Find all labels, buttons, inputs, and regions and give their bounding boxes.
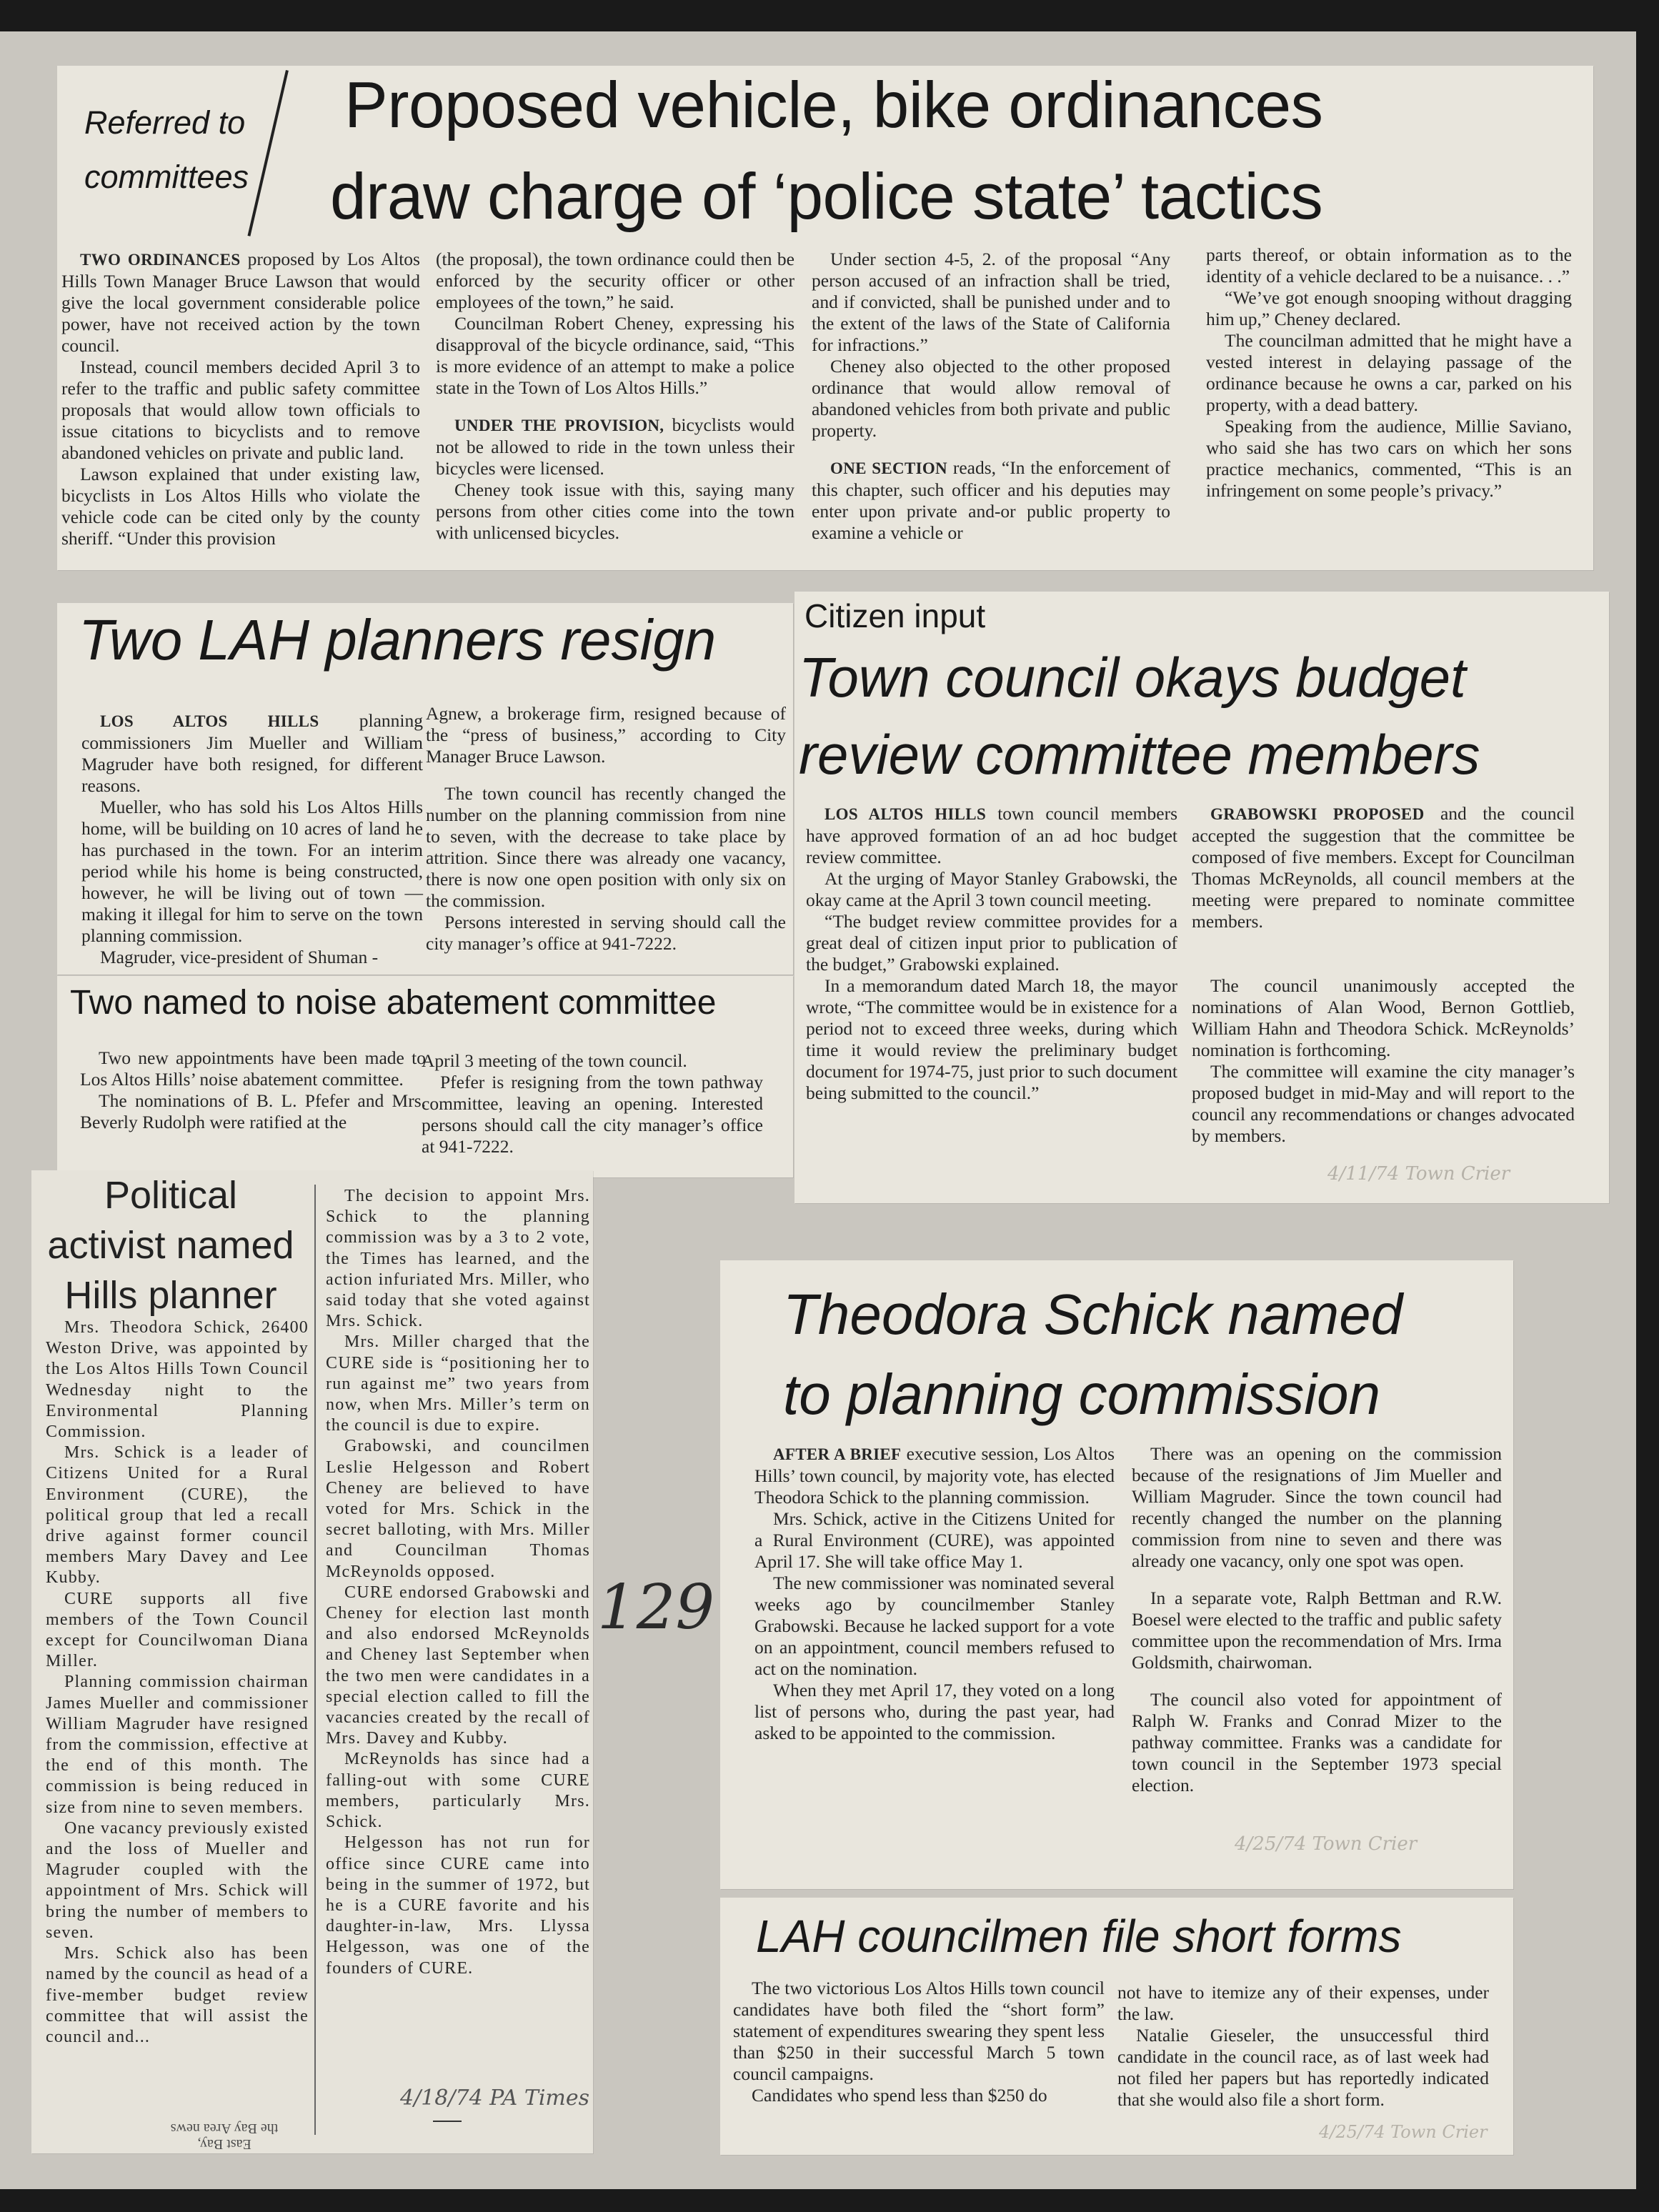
article-political-activist [31, 1170, 593, 2153]
kicker-line-1: Referred to [84, 104, 246, 141]
headline: Two LAH planners resign [79, 608, 717, 672]
paragraph: The decision to appoint Mrs. Schick to the planning commission was by a 3 to 2 vote, the Times has learned, and the action infuriated Mrs. Miller, who said today that she voted against Mrs. Schick. [326, 1187, 590, 1331]
article-schick-planning-commission [720, 1260, 1513, 1889]
paragraph: The council unanimously accepted the nominations of Alan Wood, Bernon Gottlieb, William Hahn and Theodora Schick. McReynolds’ nomination is forthcoming. [1192, 975, 1575, 1060]
article-budget-review-committee [794, 592, 1609, 1203]
paragraph: The two victorious Los Altos Hills town council candidates have both filed the “short form” statement of expenditures swearing they spent less than $250 in their successful March 5 town council campaigns. [733, 1978, 1105, 2084]
article5-col2 [326, 1186, 590, 1979]
headline-line-2: draw charge of ‘police state’ tactics [330, 161, 1323, 233]
article-short-forms [720, 1898, 1513, 2155]
paragraph: Cheney took issue with this, saying many persons from other cities come into the town with unlicensed bicycles. [436, 479, 794, 543]
mirror-line-1: East Bay, [197, 2136, 251, 2152]
headline-line-3: Hills planner [64, 1274, 277, 1317]
paragraph: Mrs. Schick, active in the Citizens United for a Rural Environment (CURE), was appointed April 17. She will take office May 1. [754, 1508, 1115, 1572]
article6-col1 [754, 1443, 1115, 1744]
article2-col1 [81, 710, 423, 968]
article7-col2 [1117, 1982, 1489, 2111]
paragraph: (the proposal), the town ordinance could then be enforced by the security officer or other employees of the town,” he said. [436, 249, 794, 312]
paragraph: The town council has recently changed the number on the planning commission from nine to seven, with the decrease to take place by attrition. Since there was already one vacancy, there is now one open position with only six on the commission. [426, 783, 786, 911]
headline-line-2: review committee members [799, 723, 1480, 786]
paragraph: town council members have approved formation of an ad hoc budget review committee. [806, 803, 1177, 867]
paragraph: CURE endorsed Grabowski and Cheney for election last month and also endorsed McReynolds and Cheney last September when the two men were candidates in a special election called to fill the vacancies created by the recall of Mrs. Davey and Kubby. [326, 1583, 590, 1748]
article7-col1 [733, 1978, 1105, 2106]
paragraph: The nominations of B. L. Pfefer and Mrs. Beverly Rudolph were ratified at the [80, 1090, 426, 1132]
lead-in: GRABOWSKI PROPOSED [1210, 805, 1425, 823]
paragraph: bicyclists would not be allowed to ride in the town unless their bicycles were licensed. [436, 414, 794, 479]
lead-in: TWO ORDINANCES [80, 251, 241, 269]
article4-col1 [80, 1047, 426, 1133]
paragraph: CURE supports all five members of the Town Council except for Councilwoman Diana Miller. [46, 1589, 309, 1671]
paragraph: Mueller, who has sold his Los Altos Hills home, will be building on 10 acres of land he has purchased in the town. For an interim period while his home is being constructed, however, he will be living out of town — making it illegal for him to serve on the town planning commission. [81, 797, 423, 946]
handwritten-date-note: 4/25/74 Town Crier [1235, 1833, 1418, 1855]
paragraph: not have to itemize any of their expenses, under the law. [1117, 1982, 1489, 2024]
page-number: 129 [597, 1572, 715, 1643]
paragraph: Planning commission chairman James Mueller and commissioner William Magruder have resigned from the commission, effective at the end of this month. The commission is being reduced in size from nine to seven members. [46, 1673, 309, 1817]
headline: LAH councilmen file short forms [756, 1910, 1402, 1962]
mirrored-backprint [139, 2121, 310, 2152]
article1-col1 [61, 249, 420, 549]
paragraph: Cheney also objected to the other proposed ordinance that would allow removal of abandoned vehicles from both private and public property. [812, 356, 1170, 441]
article1-col3 [812, 249, 1170, 544]
paragraph: “We’ve got enough snooping without dragging him up,” Cheney declared. [1206, 287, 1572, 329]
paragraph: Pfefer is resigning from the town pathway committee, leaving an opening. Interested persons should call the city manager’s office at 941-7222. [422, 1072, 763, 1157]
headline-line-2: to planning commission [783, 1362, 1380, 1426]
short-rule [433, 2121, 462, 2122]
paragraph: Lawson explained that under existing law, bicyclists in Los Altos Hills who violate the vehicle code can be cited only by the county sheriff. “Under this provision [61, 464, 420, 549]
paragraph: Natalie Gieseler, the unsuccessful third candidate in the council race, as of last week had not filed her papers but has reportedly indicated that she would also file a short form. [1117, 2025, 1489, 2110]
lead-in: AFTER A BRIEF [773, 1445, 902, 1463]
article6-col2 [1132, 1443, 1502, 1796]
paragraph: Mrs. Theodora Schick, 26400 Weston Drive, was appointed by the Los Altos Hills Town Council Wednesday night to the Environmental Planning Commission. [46, 1318, 309, 1442]
article5-col1 [46, 1317, 309, 2048]
kicker-slash [247, 70, 288, 236]
paragraph: proposed by Los Altos Hills Town Manager Bruce Lawson that would give the local government considerable police power, have not received action by the town council. [61, 249, 420, 356]
headline [799, 639, 1480, 793]
paragraph: One vacancy previously existed and the loss of Mueller and Magruder coupled with the appointment of Mrs. Schick will bring the number of members to seven. [46, 1818, 309, 1942]
paragraph: “The budget review committee provides for a great deal of citizen input prior to publication of the budget,” Grabowski explained. [806, 911, 1177, 975]
paragraph: In a separate vote, Ralph Bettman and R.W. Boesel were elected to the traffic and public safety committee upon the recommendation of Mrs. Irma Goldsmith, chairwoman. [1132, 1588, 1502, 1673]
handwritten-date-note: 4/11/74 Town Crier [1327, 1163, 1510, 1185]
headline-line-2: activist named [47, 1224, 294, 1267]
paragraph: Mrs. Schick also has been named by the council as head of a five-member budget review committee that will assist the council and... [46, 1944, 309, 2046]
headline [31, 1170, 310, 1320]
paragraph: and the council accepted the suggestion that the committee be composed of five members. Except for Councilman Thomas McReynolds, all council members at the meeting were prepared to nominate committee members. [1192, 803, 1575, 932]
article-two-planners-resign [57, 603, 793, 975]
paragraph: When they met April 17, they voted on a long list of persons who, during the past year, had asked to be appointed to the commission. [754, 1680, 1115, 1743]
article2-col2 [426, 703, 786, 955]
headline [330, 60, 1323, 243]
paragraph: Persons interested in serving should call the city manager’s office at 941-7222. [426, 912, 786, 954]
handwritten-date-note: 4/25/74 Town Crier [1319, 2122, 1488, 2142]
headline: Two named to noise abatement committee [70, 984, 717, 1022]
paragraph: The councilman admitted that he might have a vested interest in delaying passage of the ordinance because he owns a car, parked on his property, with a dead battery. [1206, 330, 1572, 415]
paragraph: Two new appointments have been made to Los Altos Hills’ noise abatement committee. [80, 1047, 426, 1090]
article1-col4 [1206, 244, 1572, 502]
lead-in: ONE SECTION [830, 459, 947, 477]
article3-col1 [806, 803, 1177, 1104]
paragraph: Councilman Robert Cheney, expressing his disapproval of the bicycle ordinance, said, “This is more evidence of an attempt to make a police state in the Town of Los Altos Hills.” [436, 313, 794, 398]
paragraph: parts thereof, or obtain information as to the identity of a vehicle declared to be a nuisance. . .” [1206, 244, 1572, 287]
paragraph: Speaking from the audience, Millie Saviano, who said she has two cars on which her sons practice mechanics, commented, “This is an infringement on some people’s privacy.” [1206, 416, 1572, 501]
paragraph: Candidates who spend less than $250 do [752, 2085, 1047, 2106]
paragraph: The council also voted for appointment of Ralph W. Franks and Conrad Mizer to the pathway committee. Franks was a candidate for town council in the September 1973 special election. [1132, 1689, 1502, 1795]
article1-col2 [436, 249, 794, 544]
kicker: Citizen input [804, 597, 986, 634]
paragraph: Instead, council members decided April 3 to refer to the traffic and public safety committee proposals that would allow town officials to issue citations to bicyclists and to remove abandoned vehicles on private and public land. [61, 357, 420, 463]
article-vehicle-bike-ordinances [57, 66, 1593, 570]
paragraph: At the urging of Mayor Stanley Grabowski, the okay came at the April 3 town council meeting. [806, 868, 1177, 910]
paragraph: There was an opening on the commission because of the resignations of Jim Mueller and William Magruder. Since the town council had recently changed the number on the planning commission from nine to seven and there was already one vacancy, only one spot was open. [1132, 1443, 1502, 1571]
mirror-line-2: the Bay Area news [170, 2121, 279, 2136]
paragraph: In a memorandum dated March 18, the mayor wrote, “The committee would be in existence for a period not to exceed three weeks, during which time it would review the preliminary budget document for 1974-75, just prior to such document being submitted to the council.” [806, 975, 1177, 1103]
kicker [84, 96, 249, 204]
lead-in: LOS ALTOS HILLS [100, 712, 319, 730]
headline-line-1: Town council okays budget [799, 646, 1466, 709]
article-noise-abatement [57, 976, 793, 1177]
paragraph: The new commissioner was nominated several weeks ago by councilmember Stanley Grabowski. Because he lacked support for a vote on an appointment, council members refused to act on the nomination. [754, 1573, 1115, 1679]
paragraph: Helgesson has not run for office since CURE came into being in the summer of 1972, but he is a CURE favorite and his daughter-in-law, Mrs. Llyssa Helgesson, was one of the founders of CURE. [326, 1833, 590, 1978]
paragraph: reads, “In the enforcement of this chapter, such officer and his deputies may enter upon private and-or public property to examine a vehicle or [812, 457, 1170, 543]
paragraph: Magruder, vice-president of Shuman - [100, 947, 379, 967]
headline [783, 1275, 1403, 1435]
handwritten-date-note: 4/18/74 PA Times [400, 2086, 590, 2111]
column-rule [314, 1185, 316, 2135]
paragraph: McReynolds has since had a falling-out with some CURE members, particularly Mrs. Schick. [326, 1750, 590, 1832]
paragraph: executive session, Los Altos Hills’ town council, by majority vote, has elected Theodora Schick to the planning commission. [754, 1443, 1115, 1508]
paragraph: The committee will examine the city manager’s proposed budget in mid-May and will report to the council any recommendations or changes advocated by members. [1192, 1061, 1575, 1146]
article3-col2 [1192, 803, 1575, 1147]
paragraph: Agnew, a brokerage firm, resigned because of the “press of business,” according to City Manager Bruce Lawson. [426, 703, 786, 767]
article4-col2 [422, 1050, 763, 1157]
paragraph: Grabowski, and councilmen Leslie Helgesson and Robert Cheney are believed to have voted for Mrs. Schick in the secret balloting, with Mrs. Miller and Councilman Thomas McReynolds opposed. [326, 1437, 590, 1581]
paragraph: Under section 4-5, 2. of the proposal “Any person accused of an infraction shall be tried, and if convicted, shall be punished under and to the extent of the laws of the State of California for infractions.” [812, 249, 1170, 355]
paragraph: Mrs. Miller charged that the CURE side is “positioning her to run against me” two years from now, when Mrs. Miller’s term on the council is due to expire. [326, 1332, 590, 1435]
paragraph: Mrs. Schick is a leader of Citizens United for a Rural Environment (CURE), the political group that led a recall drive against former council members Mary Davey and Lee Kubby. [46, 1443, 309, 1588]
lead-in: UNDER THE PROVISION, [454, 417, 664, 434]
paragraph: April 3 meeting of the town council. [422, 1050, 687, 1071]
lead-in: LOS ALTOS HILLS [824, 805, 987, 823]
headline-line-1: Political [104, 1174, 238, 1217]
headline-line-1: Proposed vehicle, bike ordinances [344, 69, 1323, 141]
headline-line-1: Theodora Schick named [783, 1282, 1403, 1346]
kicker-line-2: committees [84, 159, 249, 195]
paragraph: planning commissioners Jim Mueller and William Magruder have both resigned, for different reasons. [81, 710, 423, 796]
